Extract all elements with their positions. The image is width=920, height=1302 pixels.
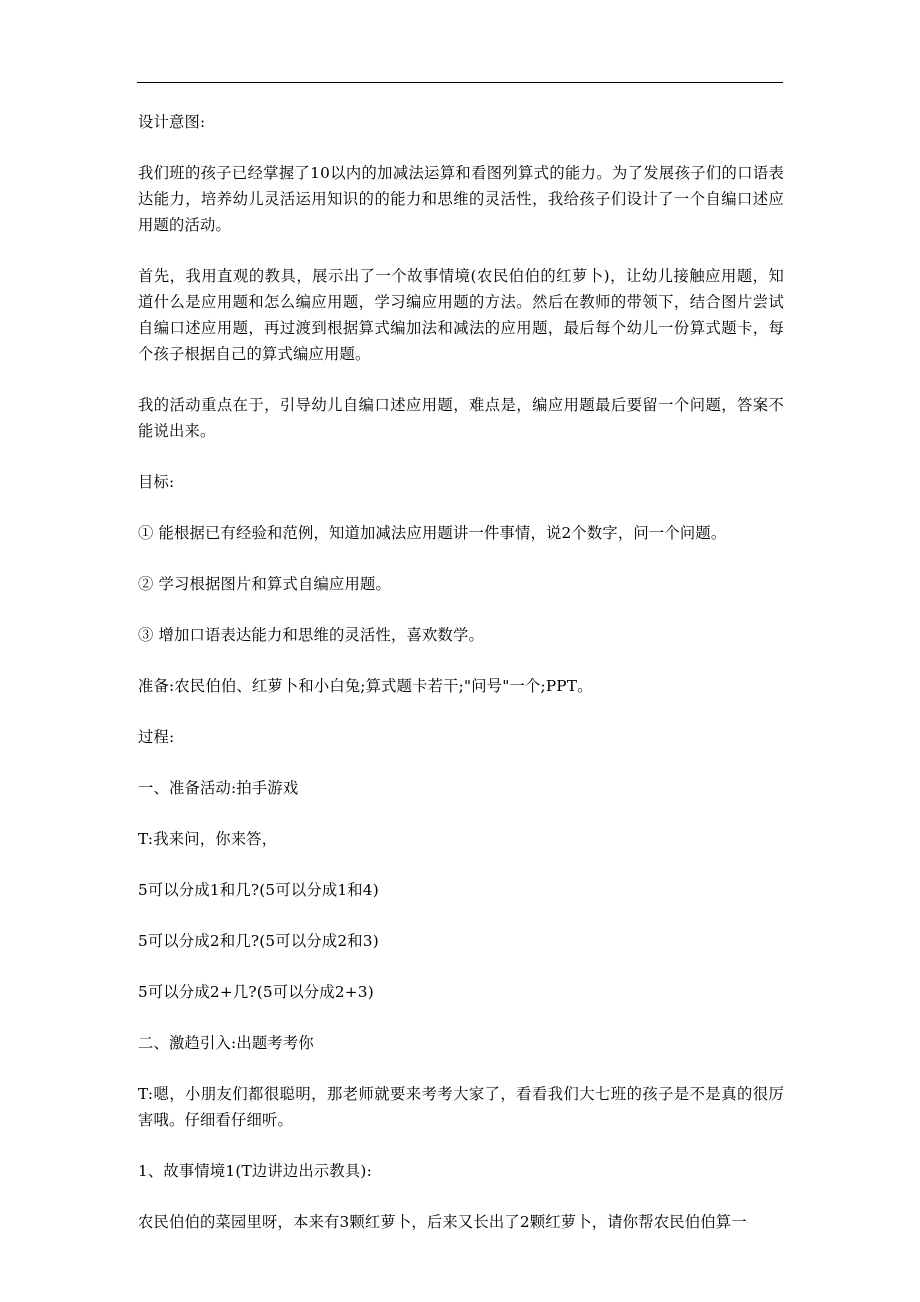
paragraph-intent-3: 我的活动重点在于，引导幼儿自编口述应用题，难点是，编应用题最后要留一个问题，答案不能说出来。 bbox=[138, 396, 784, 440]
question-line-1: 5可以分成1和几?(5可以分成1和4) bbox=[138, 881, 379, 899]
paragraph-intent-2: 首先，我用直观的教具，展示出了一个故事情境(农民伯伯的红萝卜)，让幼儿接触应用题，知道什么是应用题和怎么编应用题，学习编应用题的方法。然后在教师的带领下，结合图片尝试自编口述应用题，再过渡到根据算式编加法和减法的应用题，最后每个幼儿一份算式题卡，每个孩子根据自己的算式编应用题。 bbox=[138, 267, 784, 363]
document-body bbox=[138, 109, 784, 1235]
paragraph-intent-1: 我们班的孩子已经掌握了10以内的加减法运算和看图列算式的能力。为了发展孩子们的口语表达能力，培养幼儿灵活运用知识的的能力和思维的灵活性，我给孩子们设计了一个自编口述应用题的活动。 bbox=[138, 164, 784, 234]
question-line-3: 5可以分成2+几?(5可以分成2+3) bbox=[138, 983, 374, 1001]
dialogue-paragraph: T:嗯，小朋友们都很聪明，那老师就要来考考大家了，看看我们大七班的孩子是不是真的很厉害哦。仔细看仔细听。 bbox=[138, 1085, 784, 1129]
section-heading-goals: 目标: bbox=[138, 473, 175, 491]
process-step-2-heading: 二、激趋引入:出题考考你 bbox=[138, 1034, 314, 1052]
dialogue-line: T:我来问，你来答， bbox=[138, 830, 278, 848]
goal-item-3: ③ 增加口语表达能力和思维的灵活性，喜欢数学。 bbox=[138, 626, 484, 644]
process-step-1-heading: 一、准备活动:拍手游戏 bbox=[138, 779, 299, 797]
section-heading-design-intent: 设计意图: bbox=[138, 113, 206, 131]
question-line-2: 5可以分成2和几?(5可以分成2和3) bbox=[138, 932, 379, 950]
story-paragraph: 农民伯伯的菜园里呀，本来有3颗红萝卜，后来又长出了2颗红萝卜，请你帮农民伯伯算一 bbox=[138, 1213, 747, 1231]
preparation-line: 准备:农民伯伯、红萝卜和小白兔;算式题卡若干;"问号"一个;PPT。 bbox=[138, 677, 593, 695]
header-rule bbox=[137, 82, 783, 83]
goal-item-2: ② 学习根据图片和算式自编应用题。 bbox=[138, 575, 392, 593]
story-scenario-heading: 1、故事情境1(T边讲边出示教具): bbox=[138, 1162, 372, 1180]
goal-item-1: ① 能根据已有经验和范例，知道加减法应用题讲一件事情，说2个数字，问一个问题。 bbox=[138, 524, 727, 542]
section-heading-process: 过程: bbox=[138, 728, 175, 746]
